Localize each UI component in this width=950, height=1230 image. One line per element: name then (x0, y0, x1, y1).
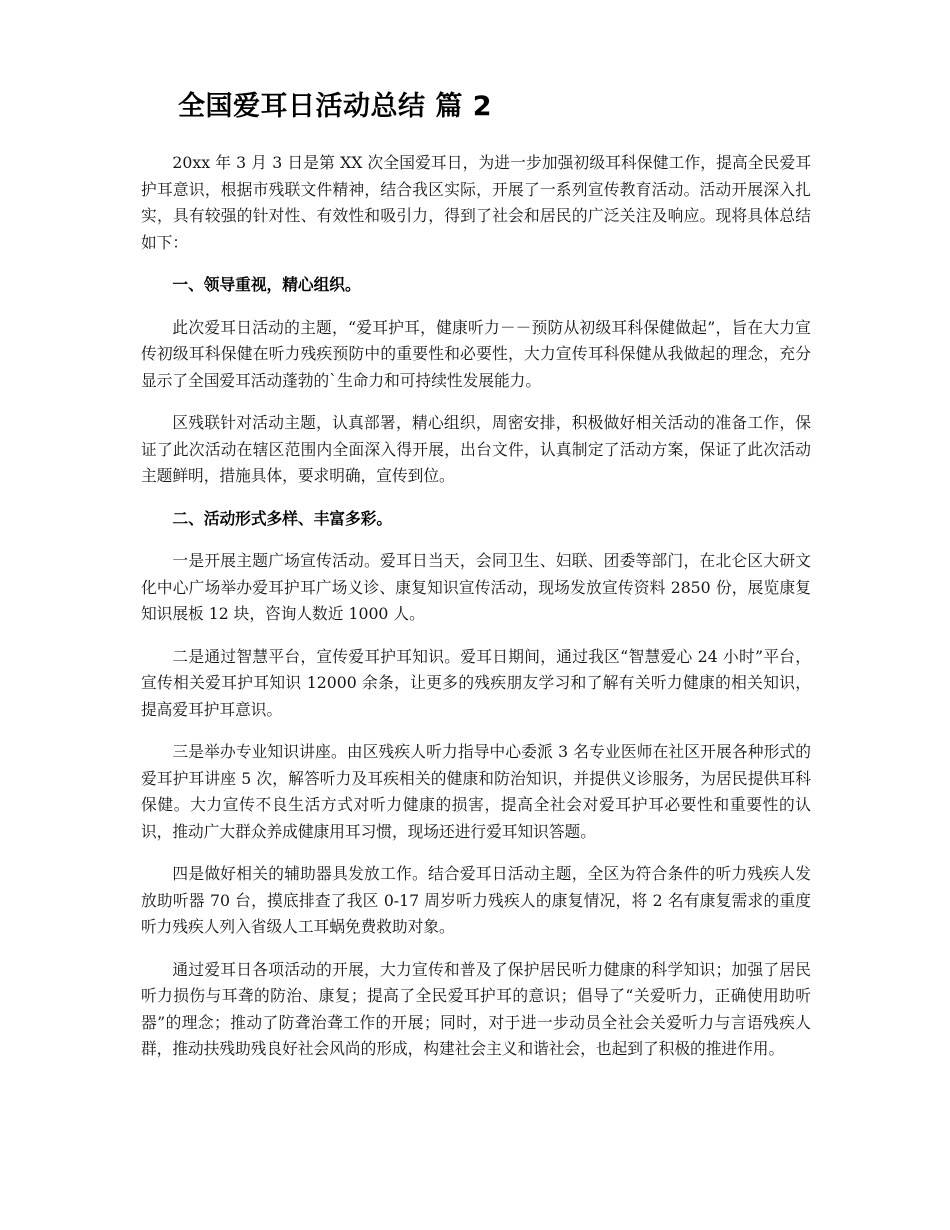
intro-paragraph: 20xx 年 3 月 3 日是第 XX 次全国爱耳日，为进一步加强初级耳科保健工作，提高全民爱耳护耳意识，根据市残联文件精神，结合我区实际，开展了一系列宣传教育活动。活动开展深入扎实，具有较强的针对性、有效性和吸引力，得到了社会和居民的广泛关注及响应。现将具体总结如下： (141, 153, 811, 252)
section-2-paragraph-2: 二是通过智慧平台，宣传爱耳护耳知识。爱耳日期间，通过我区“智慧爱心 24 小时”平台，宣传相关爱耳护耳知识 12000 余条，让更多的残疾朋友学习和了解有关听力健康的相关知识，提高爱耳护耳意识。 (141, 646, 811, 719)
section-2-paragraph-1: 一是开展主题广场宣传活动。爱耳日当天，会同卫生、妇联、团委等部门，在北仑区大研文化中心广场举办爱耳护耳广场义诊、康复知识宣传活动，现场发放宣传资料 2850 份，展览康复知识展板 12 块，咨询人数近 1000 人。 (141, 551, 811, 623)
section-2-paragraph-3: 三是举办专业知识讲座。由区残疾人听力指导中心委派 3 名专业医师在社区开展各种形式的爱耳护耳讲座 5 次，解答听力及耳疾相关的健康和防治知识，并提供义诊服务，为居民提供耳科保健。大力宣传不良生活方式对听力健康的损害，提高全社会对爱耳护耳必要性和重要性的认识，推动广大群众养成健康用耳习惯，现场还进行爱耳知识答题。 (141, 742, 811, 841)
section-1-paragraph-2: 区残联针对活动主题，认真部署，精心组织，周密安排，积极做好相关活动的准备工作，保证了此次活动在辖区范围内全面深入得开展，出台文件，认真制定了活动方案，保证了此次活动主题鲜明，措施具体，要求明确，宣传到位。 (141, 413, 811, 485)
section-1-heading: 一、领导重视，精心组织。 (172, 275, 361, 294)
section-2-heading: 二、活动形式多样、丰富多彩。 (172, 508, 393, 528)
document-title: 全国爱耳日活动总结 篇 2 (178, 91, 493, 122)
section-2-paragraph-4: 四是做好相关的辅助器具发放工作。结合爱耳日活动主题，全区为符合条件的听力残疾人发放助听器 70 台，摸底排查了我区 0-17 周岁听力残疾人的康复情况，将 2 名有康复需求的重度听力残疾人列入省级人工耳蜗免费救助对象。 (141, 864, 811, 936)
document-body (141, 150, 811, 1079)
section-1-paragraph-1: 此次爱耳日活动的主题，“爱耳护耳，健康听力－－预防从初级耳科保健做起”，旨在大力宣传初级耳科保健在听力残疾预防中的重要性和必要性，大力宣传耳科保健从我做起的理念，充分显示了全国爱耳活动蓬勃的`生命力和可持续性发展能力。 (141, 317, 811, 390)
conclusion-paragraph: 通过爱耳日各项活动的开展，大力宣传和普及了保护居民听力健康的科学知识；加强了居民听力损伤与耳聋的防治、康复；提高了全民爱耳护耳的意识；倡导了“关爱听力，正确使用助听器”的理念；推动了防聋治聋工作的开展；同时，对于进一步动员全社会关爱听力与言语残疾人群，推动扶残助残良好社会风尚的形成，构建社会主义和谐社会，也起到了积极的推进作用。 (141, 959, 811, 1058)
